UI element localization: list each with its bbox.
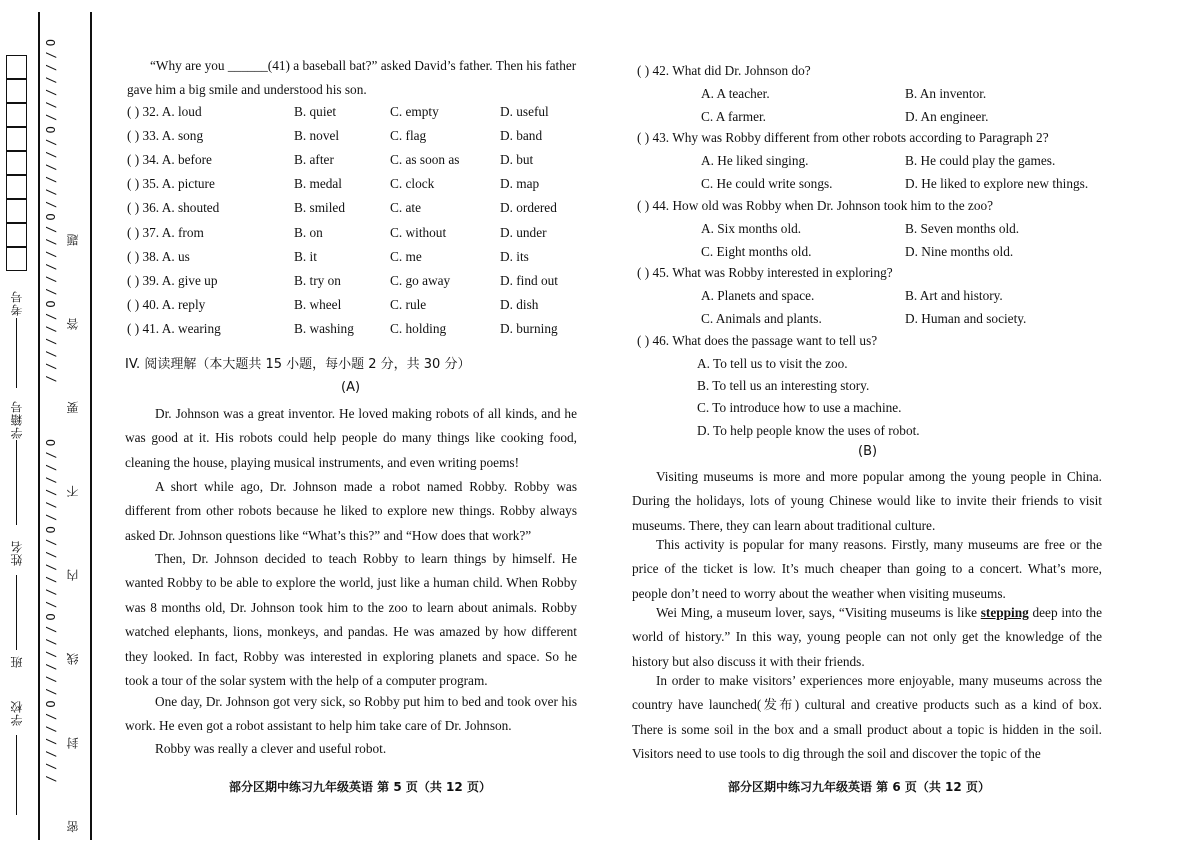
exam-number-box[interactable] (6, 223, 27, 247)
question-stem: ( ) 46. What does the passage want to tell us? (637, 333, 878, 348)
question-number-option-a[interactable]: ( ) 36. A. shouted (127, 200, 220, 216)
answer-option[interactable]: B. He could play the games. (905, 153, 1056, 168)
answer-option[interactable]: C. Animals and plants. (701, 311, 822, 326)
paragraph-text: deep into the world of history.” In this way, young people can not only get the knowledge of the history but also discuss it with their friends. (632, 605, 1102, 669)
passage-a-paragraph: A short while ago, Dr. Johnson made a robot named Robby. Robby was different from other robots because he liked to explore new things. Robby always asked Dr. Johnson questions like “What’s this?” and “How does that work?” (125, 479, 577, 543)
answer-option[interactable]: B. on (294, 224, 323, 240)
answer-option[interactable]: D. Nine months old. (905, 244, 1014, 259)
page-footer: 部分区期中练习九年级英语 第 5 页（共 12 页） (229, 780, 491, 794)
answer-option[interactable]: C. clock (390, 176, 435, 192)
answer-option[interactable]: C. He could write songs. (701, 176, 833, 191)
passage-a-paragraph: Dr. Johnson was a great inventor. He loved making robots of all kinds, and he was good at it. His robots could help people do many things like cooking food, cleaning the house, playing musical instruments, and even writing poems! (125, 406, 577, 470)
question-number-option-a[interactable]: ( ) 39. A. give up (127, 272, 218, 288)
passage-b-paragraph: This activity is popular for many reasons. Firstly, many museums are free or the price of the ticket is low. It’s much cheaper than going to a concert. What’s more, people don’t need to worry about the weather when visiting museums. (632, 537, 1102, 601)
exam-no-label: 考号 (10, 290, 24, 316)
answer-option[interactable]: B. smiled (294, 200, 345, 216)
answer-option[interactable]: D. He liked to explore new things. (905, 176, 1089, 191)
school-label: 学校 (10, 700, 24, 726)
answer-option[interactable]: C. rule (390, 296, 427, 312)
answer-option[interactable]: C. Eight months old. (701, 244, 812, 259)
passage-a-paragraph: Robby was really a clever and useful robot. (155, 741, 387, 756)
question-number-option-a[interactable]: ( ) 37. A. from (127, 224, 204, 240)
answer-option[interactable]: B. wheel (294, 296, 342, 312)
answer-option[interactable]: D. its (500, 248, 529, 264)
answer-option[interactable]: B. after (294, 152, 334, 168)
answer-option[interactable]: B. An inventor. (905, 86, 987, 101)
answer-option[interactable]: D. burning (500, 320, 558, 336)
seal-line-text: 密 封 线 内 不 要 答 题 (66, 200, 80, 833)
class-label: 班 (10, 655, 24, 668)
question-number-option-a[interactable]: ( ) 41. A. wearing (127, 320, 221, 336)
exam-no-blank[interactable] (16, 318, 17, 388)
exam-number-box[interactable] (6, 199, 27, 223)
class-blank[interactable] (16, 610, 17, 650)
answer-option[interactable]: B. washing (294, 320, 354, 336)
name-label: 姓名 (10, 540, 24, 566)
answer-option[interactable]: B. medal (294, 176, 343, 192)
exam-number-box[interactable] (6, 127, 27, 151)
passage-a-paragraph: One day, Dr. Johnson got very sick, so Robby put him to bed and took over his work. He even got a robot assistant to help him take care of Dr. Johnson. (125, 694, 577, 734)
answer-option[interactable]: C. without (390, 224, 447, 240)
answer-option[interactable]: D. under (500, 224, 547, 240)
exam-number-box[interactable] (6, 103, 27, 127)
answer-option[interactable]: D. map (500, 176, 540, 192)
binding-line-outer (38, 12, 40, 840)
answer-option[interactable]: D. dish (500, 296, 539, 312)
answer-option[interactable]: B. it (294, 248, 317, 264)
dash-line: / / / / / / O / / / / / / O / / / / / / O / / / / / / O (44, 440, 58, 783)
answer-option[interactable]: C. as soon as (390, 152, 460, 168)
passage-b-label: (B) (858, 444, 878, 459)
student-no-blank[interactable] (16, 440, 17, 525)
passage-b-paragraph: In order to make visitors’ experiences more enjoyable, many museums across the country have launched(发布) cultural and creative products such as a kind of box. There is some soil in the box and a small product about a topic is hidden in the soil. Visitors need to use tools to dig through the soil and discover the topic of the (632, 673, 1102, 761)
question-number-option-a[interactable]: ( ) 38. A. us (127, 248, 190, 264)
question-number-option-a[interactable]: ( ) 35. A. picture (127, 176, 215, 192)
question-stem: ( ) 42. What did Dr. Johnson do? (637, 63, 811, 78)
question-number-option-a[interactable]: ( ) 33. A. song (127, 128, 204, 144)
answer-option[interactable]: C. holding (390, 320, 447, 336)
school-blank[interactable] (16, 735, 17, 815)
passage-a-paragraph: Then, Dr. Johnson decided to teach Robby to learn things by himself. He wanted Robby to be able to explore the world, just like a human child. When Robby was 8 months old, Dr. Johnson took him to the zoo to learn about animals. Robby watched elephants, lions, monkeys, and pandas. He was amazed by how different they looked. In fact, Robby was interested in exploring planets and space. So he took a tour of the solar system with the help of a computer program. (125, 551, 577, 689)
section-heading: IV. 阅读理解（本大题共 15 小题，每小题 2 分，共 30 分） (125, 357, 471, 372)
answer-option[interactable]: B. quiet (294, 104, 337, 119)
answer-option[interactable]: A. Planets and space. (701, 288, 815, 303)
exam-number-box[interactable] (6, 247, 27, 271)
answer-option[interactable]: C. A farmer. (701, 109, 766, 124)
answer-option[interactable]: B. try on (294, 272, 341, 288)
exam-number-box[interactable] (6, 175, 27, 199)
answer-option[interactable]: D. band (500, 128, 543, 144)
answer-option[interactable]: D. An engineer. (905, 109, 989, 124)
answer-option[interactable]: C. ate (390, 200, 422, 216)
binding-line-inner (90, 12, 92, 840)
exam-number-box[interactable] (6, 79, 27, 103)
exam-number-box[interactable] (6, 55, 27, 79)
answer-option[interactable]: A. To tell us to visit the zoo. (697, 356, 848, 371)
answer-option[interactable]: C. empty (390, 104, 439, 119)
answer-option[interactable]: A. He liked singing. (701, 153, 809, 168)
passage-b-paragraph (632, 601, 1102, 674)
passage-a-label: (A) (341, 380, 361, 395)
answer-option[interactable]: B. Art and history. (905, 288, 1003, 303)
answer-option[interactable]: D. To help people know the uses of robot. (697, 423, 920, 438)
answer-option[interactable]: B. novel (294, 128, 340, 144)
answer-option[interactable]: D. find out (500, 272, 558, 288)
question-stem: ( ) 45. What was Robby interested in exploring? (637, 265, 893, 280)
question-number-option-a[interactable]: ( ) 34. A. before (127, 152, 212, 168)
exam-number-box[interactable] (6, 151, 27, 175)
answer-option[interactable]: D. ordered (500, 200, 557, 216)
question-stem: ( ) 43. Why was Robby different from other robots according to Paragraph 2? (637, 130, 1049, 145)
answer-option[interactable]: C. flag (390, 128, 427, 144)
question-number-option-a[interactable]: ( ) 40. A. reply (127, 296, 206, 312)
answer-option[interactable]: C. go away (390, 272, 451, 288)
dash-line: / / / / / / O / / / / / / O / / / / / / O / / / / / / O (44, 40, 58, 383)
passage-b-paragraph: Visiting museums is more and more popular among the young people in China. During the holidays, lots of young Chinese would like to invite their friends to visit museums. There, they can learn about traditional culture. (632, 469, 1102, 533)
question-stem: ( ) 44. How old was Robby when Dr. Johnson took him to the zoo? (637, 198, 994, 213)
answer-option[interactable]: D. Human and society. (905, 311, 1027, 326)
student-no-label: 学籍号 (10, 400, 24, 439)
answer-option[interactable]: D. useful (500, 104, 549, 119)
answer-option[interactable]: D. but (500, 152, 534, 168)
paragraph-text: Wei Ming, a museum lover, says, “Visiting museums is like (656, 605, 981, 620)
answer-option[interactable]: B. To tell us an interesting story. (697, 378, 870, 393)
cloze-intro-line: “Why are you ______(41) a baseball bat?” asked David’s father. Then his father (150, 58, 577, 73)
question-number-option-a[interactable]: ( ) 32. A. loud (127, 104, 202, 119)
cloze-intro-line: gave him a big smile and understood his son. (127, 82, 367, 97)
page-footer: 部分区期中练习九年级英语 第 6 页（共 12 页） (728, 780, 990, 794)
answer-option[interactable]: C. To introduce how to use a machine. (697, 400, 902, 415)
answer-option[interactable]: B. Seven months old. (905, 221, 1020, 236)
answer-option[interactable]: C. me (390, 248, 422, 264)
answer-option[interactable]: A. Six months old. (701, 221, 802, 236)
underlined-word: stepping (980, 605, 1029, 620)
answer-option[interactable]: A. A teacher. (701, 86, 770, 101)
